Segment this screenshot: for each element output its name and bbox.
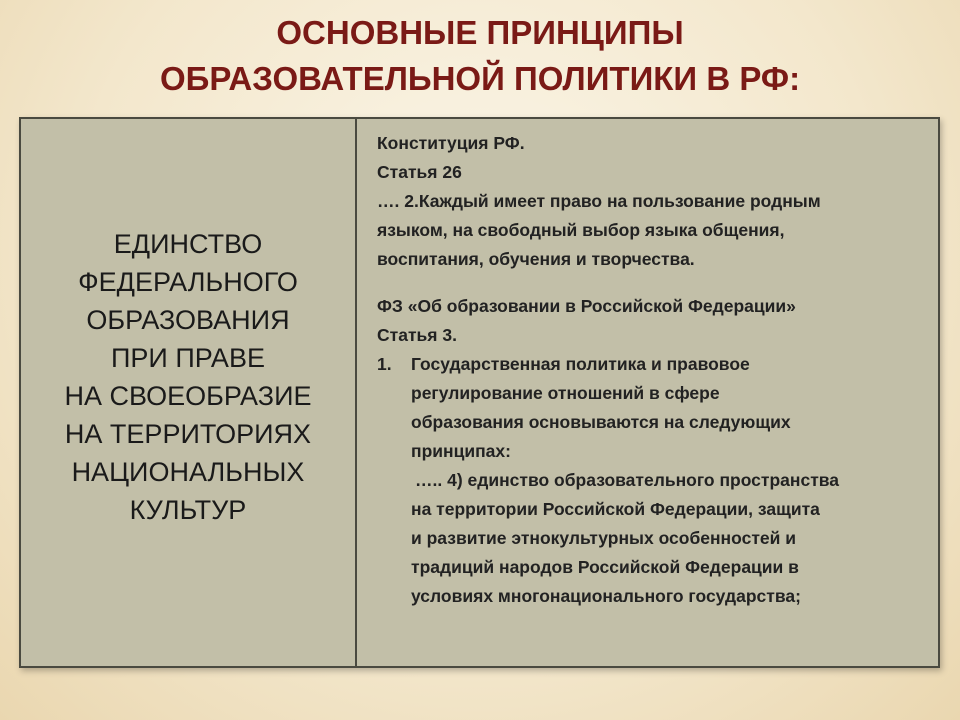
law-sub-line: условиях многонационального государства; [411,586,801,606]
principle-text [65,225,312,561]
principle-line: ЕДИНСТВО [113,228,263,259]
title-line-2: ОБРАЗОВАТЕЛЬНОЙ ПОЛИТИКИ В РФ: [159,60,801,97]
law-item-line: Государственная политика и правовое [411,354,750,374]
constitution-article: Статья 26 [377,162,462,182]
constitution-text-line: …. 2.Каждый имеет право на пользование родным [377,191,821,211]
law-list-item [377,350,922,611]
principle-cell [21,119,357,666]
source-cell [357,119,938,666]
principle-line: ПРИ ПРАВЕ [111,342,265,373]
list-number: 1. [377,354,392,374]
law-item-line: регулирование отношений в сфере [411,383,720,403]
law-item-line: образования основываются на следующих [411,412,791,432]
law-title: ФЗ «Об образовании в Российской Федерации» [377,296,796,316]
law-item-line: принципах: [411,441,511,461]
law-sub-line: на территории Российской Федерации, защита [411,499,820,519]
principle-line: ФЕДЕРАЛЬНОГО [78,266,298,297]
principle-line: НА СВОЕОБРАЗИЕ [64,380,312,411]
principle-line: НА ТЕРРИТОРИЯХ [64,418,312,449]
principle-line: ОБРАЗОВАНИЯ [86,304,290,335]
constitution-text-line: воспитания, обучения и творчества. [377,249,695,269]
principle-line: КУЛЬТУР [129,494,247,525]
law-sub-line: и развитие этнокультурных особенностей и [411,528,796,548]
title-line-1: ОСНОВНЫЕ ПРИНЦИПЫ [276,14,684,51]
law-article: Статья 3. [377,325,457,345]
section-spacer [377,274,922,292]
constitution-text-line: языком, на свободный выбор языка общения, [377,220,785,240]
page-title [0,10,960,102]
list-item-text [411,350,839,611]
law-sub-line: ….. 4) единство образовательного пространства [415,470,840,490]
principle-line: НАЦИОНАЛЬНЫХ [71,456,305,487]
law-sub-line: традиций народов Российской Федерации в [411,557,799,577]
principles-table [19,117,940,668]
constitution-title: Конституция РФ. [377,133,525,153]
